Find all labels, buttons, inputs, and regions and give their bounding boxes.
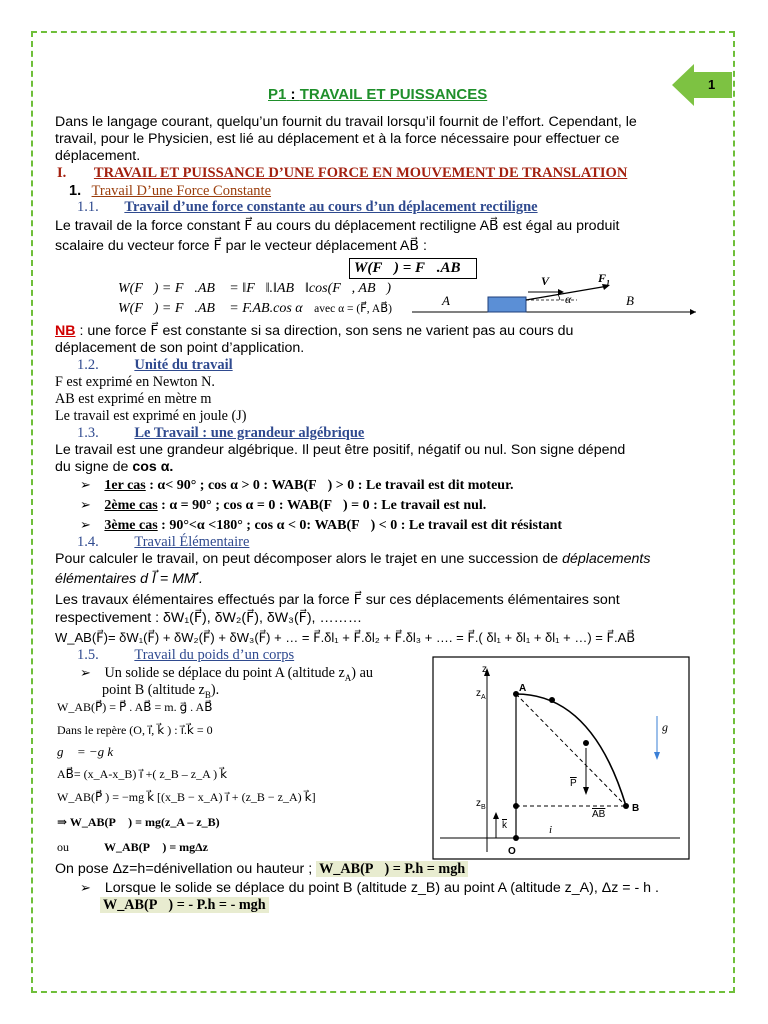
page-title <box>268 86 487 103</box>
page-number: 1 <box>708 77 716 92</box>
unit-line-2: AB est exprimé en mètre m <box>55 391 212 407</box>
title-text: TRAVAIL ET PUISSANCES <box>299 86 488 103</box>
case-1-text: : α< 90° ; cos α > 0 : WAB(F⃗) > 0 : Le travail est dit moteur. <box>145 478 514 493</box>
case-1 <box>80 477 514 494</box>
diagram2-g: g <box>662 720 668 734</box>
weight-intro-sub-a: A <box>344 672 352 683</box>
diagram2-za <box>476 688 486 701</box>
page-number-tab <box>672 64 734 106</box>
reverse-line <box>80 879 659 897</box>
weight-intro-text-4: ). <box>210 682 220 698</box>
displacement-arrowhead <box>690 309 696 315</box>
page-tab-shape <box>672 64 734 106</box>
reverse-formula: W_AB(P⃗) = - P.h = - mgh <box>100 897 269 913</box>
diagram2-k: $\overline{k}$ <box>502 820 507 831</box>
diagram2-frame <box>433 657 689 859</box>
weight-intro-sub-b: B <box>204 689 211 700</box>
work-formula-2 <box>118 301 392 317</box>
diagram1-label-f-text: F <box>598 271 607 285</box>
subsection-1-heading <box>69 182 271 200</box>
subsection-1-3-heading <box>77 425 364 442</box>
section-i-num: I. <box>57 165 67 181</box>
work-formula-1: W(F⃗) = F⃗.AB⃗ = ‖F⃗‖.‖AB⃗‖cos(F⃗, AB⃗) <box>118 281 392 296</box>
diagram2-o: O <box>508 846 516 857</box>
subsection-1-4-heading <box>77 534 249 551</box>
nb-label: NB <box>55 323 76 339</box>
cos-alpha: cos α. <box>132 459 174 475</box>
diagram2-z: z <box>482 664 487 675</box>
weight-intro-text-1: Un solide se déplace du point A (altitude z <box>104 665 345 681</box>
diagram2-zb <box>476 798 486 811</box>
subsection-1-num: 1. <box>69 183 82 199</box>
weight-formula-6: ⇒ W_AB(P⃗ ) = mg(z_A – z_B) <box>57 815 220 829</box>
elementary-line-3: Les travaux élémentaires effectués par la force F⃗ sur ces déplacements élémentaires sont <box>55 592 620 608</box>
diagram2-b: B <box>632 803 640 814</box>
subsection-1-5-heading <box>77 647 294 664</box>
work-formula-2b: avec α = (F⃗, AB⃗) <box>314 303 392 315</box>
elementary-line-2: élémentaires d l⃗ = MM′⃗. <box>55 571 203 587</box>
bullet-icon: ➢ <box>80 880 91 895</box>
weight-work-diagram <box>432 656 692 862</box>
weight-formula-2: Dans le repère (O, i⃗, k⃗ ) : i⃗.k⃗ = 0 <box>57 723 213 737</box>
subsection-1-1-num: 1.1. <box>77 199 99 215</box>
weight-formula-7: W_AB(P⃗ ) = mgΔz <box>104 840 209 854</box>
case-bullet-icon: ➢ <box>80 477 91 492</box>
diagram2-za-text: z <box>476 688 481 699</box>
diagram1-label-a: A <box>442 293 450 308</box>
case-2 <box>80 497 486 514</box>
elementary-line-1 <box>55 551 650 568</box>
subsection-1-5-num: 1.5. <box>77 647 99 663</box>
subsection-1-1-heading <box>77 199 538 216</box>
subsection-1-1-text: Travail d’une force constante au cours d’un déplacement rectiligne <box>124 199 538 215</box>
unit-line-3: Le travail est exprimé en joule (J) <box>55 408 247 424</box>
case-bullet-icon: ➢ <box>80 517 91 532</box>
title-sep: : <box>286 86 300 103</box>
diagram2-za-sub: A <box>481 694 486 701</box>
diagram2-p: $\overline{P}$ <box>570 778 577 789</box>
nb-line-2: déplacement de son point d’application. <box>55 340 305 356</box>
subsection-1-3-text: Le Travail : une grandeur algébrique <box>134 425 365 441</box>
intro-line-1: Dans le langage courant, quelqu’un fournit du travail lorsqu’il fournit de l’effort. Cependant, le <box>55 114 637 130</box>
unit-line-1: F est exprimé en Newton N. <box>55 374 215 390</box>
weight-formula-or: ou <box>57 840 69 854</box>
subsection-1-2-text: Unité du travail <box>134 357 233 373</box>
work-formula-2a: W(F⃗) = F⃗.AB⃗ = F.AB.cos α <box>118 301 303 316</box>
diagram1-label-f <box>598 271 610 287</box>
diagram1-label-alpha: α <box>565 292 572 306</box>
case-bullet-icon: ➢ <box>80 497 91 512</box>
work-formula-box: W(F⃗) = F⃗.AB⃗ <box>349 258 477 279</box>
case-2-label: 2ème cas <box>104 498 158 513</box>
case-1-label: 1er cas <box>104 478 146 493</box>
algebraic-line-2 <box>55 459 173 476</box>
elementary-line-5: W_AB(F⃗)= δW₁(F⃗) + δW₂(F⃗) + δW₃(F⃗) + … = F⃗.δl₁ + F⃗.δl₂ + F⃗.δl₃ + …. = F⃗.( δl₁ + δl₁ + δl₁ + …) = F⃗.AB⃗ <box>55 630 636 645</box>
pose-formula: W_AB(P⃗) = P.h = mgh <box>316 861 468 877</box>
diagram2-i: i <box>549 824 553 836</box>
subsection-1-2-heading <box>77 357 233 374</box>
nb-text-1: : une force F⃗ est constante si sa direction, son sens ne varient pas au cours du <box>75 323 574 339</box>
intro-line-3: déplacement. <box>55 148 141 164</box>
algebraic-line-1: Le travail est une grandeur algébrique. Il peut être positif, négatif ou nul. Son signe dépend <box>55 442 626 458</box>
reverse-formula-line <box>100 897 269 914</box>
weight-intro-text-2: ) au <box>351 665 373 681</box>
elementary-line-4: respectivement : δW₁(F⃗), δW₂(F⃗), δW₃(F⃗), ……… <box>55 610 363 626</box>
case-3-text: : 90°<α <180° ; cos α < 0: WAB(F⃗) < 0 : Le travail est dit résistant <box>157 518 563 533</box>
diagram2-zb-sub: B <box>481 804 486 811</box>
case-3 <box>80 517 562 534</box>
elementary-text-1: Pour calculer le travail, on peut décomposer alors le trajet en une succession de <box>55 551 563 567</box>
weight-intro-text-3: point B (altitude z <box>102 682 205 698</box>
nb-line-1 <box>55 323 573 340</box>
title-prefix: P1 <box>268 86 287 103</box>
diagram2-ab: $\overline{AB}$ <box>592 809 606 820</box>
diagram2-a: A <box>519 683 527 694</box>
weight-formula-4: AB⃗= (x_A-x_B) i⃗ +( z_B – z_A ) k⃗ <box>57 767 228 781</box>
section-i-heading <box>57 165 627 182</box>
subsection-1-text: Travail D’une Force Constante <box>91 183 272 199</box>
solid-block <box>488 297 526 312</box>
section-i-text: TRAVAIL ET PUISSANCE D’UNE FORCE EN MOUVEMENT DE TRANSLATION <box>93 165 628 181</box>
diagram1-label-v: V <box>541 274 550 288</box>
algebraic-text-2: du signe de <box>55 459 133 475</box>
pose-line <box>55 861 468 878</box>
subsection-1-4-num: 1.4. <box>77 534 99 550</box>
bullet-icon: ➢ <box>80 665 91 680</box>
diagram2-zb-text: z <box>476 798 481 809</box>
diagram1-label-b: B <box>626 293 634 308</box>
weight-formula-1: W_AB(P⃗) = P⃗ . AB⃗ = m. g⃗ . AB⃗ <box>57 700 213 714</box>
subsection-1-5-text: Travail du poids d’un corps <box>134 647 295 663</box>
weight-formula-5: W_AB(P⃗ ) = −mg k⃗ [(x_B − x_A) i⃗ + (z_B − z_A) k⃗] <box>57 790 316 804</box>
diagram1-label-f-sub: 1 <box>606 278 611 288</box>
intro-line-2: travail, pour le Physicien, est lié au déplacement et à la force nécessaire pour effectuer ce <box>55 131 620 147</box>
definition-line-1: Le travail de la force constant F⃗ au cours du déplacement rectiligne AB⃗ est égal au produit <box>55 218 620 234</box>
subsection-1-2-num: 1.2. <box>77 357 99 373</box>
case-2-text: : α = 90° ; cos α = 0 : WAB(F⃗) = 0 : Le travail est nul. <box>157 498 487 513</box>
subsection-1-3-num: 1.3. <box>77 425 99 441</box>
force-displacement-diagram <box>412 270 702 320</box>
reverse-text: Lorsque le solide se déplace du point B (altitude z_B) au point A (altitude z_A), Δz = - h . <box>104 880 659 896</box>
weight-formula-3: g⃗ = −g k⃗ <box>57 744 124 759</box>
pose-text: On pose Δz=h=dénivellation ou hauteur ; <box>55 861 317 877</box>
definition-line-2: scalaire du vecteur force F⃗ par le vecteur déplacement AB⃗ : <box>55 238 427 254</box>
case-3-label: 3ème cas <box>104 518 158 533</box>
subsection-1-4-text: Travail Élémentaire <box>134 534 250 550</box>
elementary-text-1-italic: déplacements <box>562 551 651 567</box>
